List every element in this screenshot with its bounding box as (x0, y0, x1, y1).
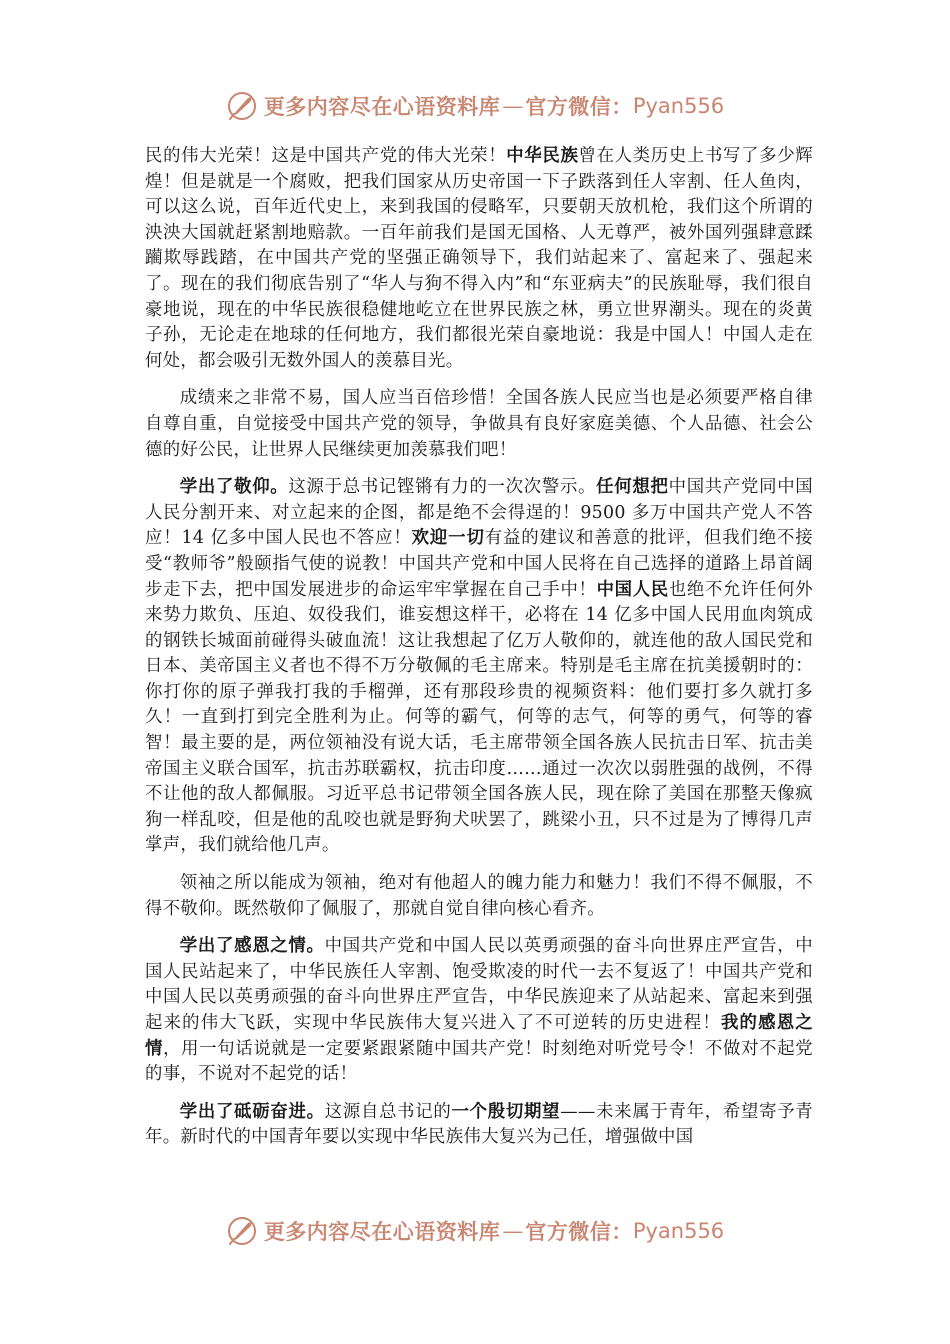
text-run: 中国共产党同中国人民分割开来、对立起来的企图，都是绝不会得逞的！9500 多万中国共产党人不答应！14 亿多中国人民也不答应！ (145, 477, 814, 549)
bold-phrase: 我的感恩之情 (145, 1013, 813, 1059)
text-run: 也绝不允许任何外来势力欺负、压迫、奴役我们，谁妄想这样干，必将在 14 亿多中国人民用血肉筑成的钢铁长城面前碰得头破血流！这让我想起了亿万人敬仰的，就连他的敌人国民党和日本、美帝国主义者也不得不万分敬佩的毛主席来。特别是毛主席在抗美援朝时的：你打你的原子弹我打我的手榴弹，还有那段珍贵的视频资料：他们要打多久就打多久！一直到打到完全胜利为止。何等的霸气，何等的志气，何等的勇气，何等的睿智！最主要的是，两位领袖没有说大话，毛主席带领全国各族人民抗击日军、抗击美帝国主义联合国军，抗击苏联霸权，抗击印度……通过一次次以弱胜强的战例，不得不让他的敌人都佩服。习近平总书记带领全国各族人民，现在除了美国在那整天像疯狗一样乱咬，但是他的乱咬也就是野狗犬吠罢了，跳梁小丑，只不过是为了博得几声掌声，我们就给他几声。 (145, 579, 813, 856)
paragraph (145, 475, 813, 859)
bold-phrase: 学出了砥砺奋进。 (179, 1101, 325, 1122)
bold-phrase: 任何想把 (596, 477, 669, 498)
banner-title: 更多内容尽在心语资料库 (263, 1219, 501, 1244)
text-run: 民的伟大光荣！这是中国共产党的伟大光荣！ (145, 146, 507, 166)
bold-phrase: 学出了敬仰。 (179, 477, 289, 498)
bold-phrase: 中华民族 (506, 146, 579, 166)
text-run: ，用一句话说就是一定要紧跟紧随中国共产党！时刻绝对听党号令！不做对不起党的事，不说对不起党的话！ (145, 1038, 813, 1085)
quill-logo-icon (226, 90, 258, 122)
paragraph (145, 934, 813, 1088)
header-watermark-banner (0, 86, 950, 126)
quill-logo-icon (226, 1215, 258, 1247)
banner-wechat-id: Pyan556 (632, 1219, 725, 1243)
text-run: 中国共产党和中国人民以英勇顽强的奋斗向世界庄严宣告，中国人民站起来了，中华民族任人宰割、饱受欺凌的时代一去不复返了！中国共产党和中国人民以英勇顽强的奋斗向世界庄严宣告，中华民族迎来了从站起来、富起来到强起来的伟大飞跃，实现中华民族伟大复兴进入了不可逆转的历史进程！ (145, 936, 813, 1033)
paragraph (145, 144, 813, 374)
bold-phrase: 中国人民 (596, 579, 669, 600)
text-run: 这源自总书记的 (324, 1101, 452, 1122)
paragraph (145, 871, 813, 922)
banner-wechat-label: 官方微信： (525, 1219, 633, 1244)
text-run: 这源于总书记铿锵有力的一次次警示。 (288, 477, 597, 498)
text-run: 曾在人类历史上书写了多少辉煌！但是就是一个腐败，把我们国家从历史帝国一下子跌落到任人宰割、任人鱼肉，可以这么说，百年近代史上，来到我国的侵略军，只要朝天放机枪，我们这个所谓的泱泱大国就赶紧割地赔款。一百年前我们是国无国格、人无尊严，被外国列强肆意蹂躏欺辱践踏，在中国共产党的坚强正确领导下，我们站起来了、富起来了、强起来了。现在的我们彻底告别了“华人与狗不得入内”和“东亚病夫”的民族耻辱，我们很自豪地说，现在的中华民族很稳健地屹立在世界民族之林，勇立世界潮头。现在的炎黄子孙，无论走在地球的任何地方，我们都很光荣自豪地说：我是中国人！中国人走在何处，都会吸引无数外国人的羡慕目光。 (145, 146, 814, 371)
banner-wechat-id: Pyan556 (632, 94, 725, 118)
text-run: 有益的建议和善意的批评，但我们绝不接受“教师爷”般颐指气使的说教！中国共产党和中国人民将在自己选择的道路上昂首阔步走下去，把中国发展进步的命运牢牢掌握在自己手中！ (145, 528, 813, 600)
banner-title: 更多内容尽在心语资料库 (263, 94, 501, 119)
text-run: 成绩来之非常不易，国人应当百倍珍惜！全国各族人民应当也是必须要严格自律自尊自重，自觉接受中国共产党的领导，争做具有良好家庭美德、个人品德、社会公德的好公民，让世界人民继续更加羡慕我们吧！ (145, 388, 813, 460)
text-run: 领袖之所以能成为领袖，绝对有他超人的魄力能力和魅力！我们不得不佩服，不得不敬仰。既然敬仰了佩服了，那就自觉自律向核心看齐。 (145, 873, 813, 919)
paragraph (145, 1100, 813, 1151)
bold-phrase: 一个殷切期望 (451, 1101, 561, 1122)
banner-separator: — (502, 1219, 524, 1243)
bold-phrase: 欢迎一切 (411, 528, 485, 549)
footer-watermark-banner (0, 1211, 950, 1251)
paragraph (145, 386, 813, 463)
bold-phrase: 学出了感恩之情。 (179, 936, 325, 957)
text-run: ——未来属于青年，希望寄予青年。新时代的中国青年要以实现中华民族伟大复兴为己任，增强做中国 (145, 1101, 813, 1148)
banner-separator: — (502, 94, 524, 118)
banner-wechat-label: 官方微信： (525, 94, 633, 119)
document-body (145, 144, 813, 1163)
